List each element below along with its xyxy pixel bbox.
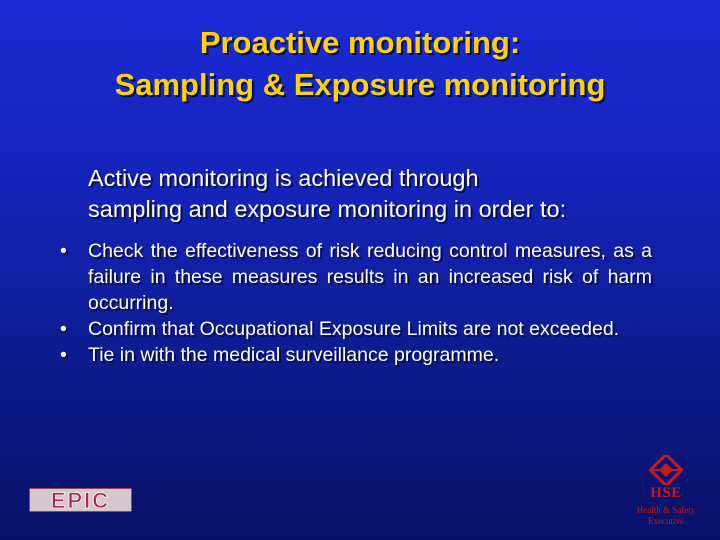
bullet-text: Confirm that Occupational Exposure Limits are not exceeded. <box>88 318 620 340</box>
bullet-dot-icon: • <box>60 344 67 366</box>
slide-title <box>0 22 720 106</box>
title-line-1: Proactive monitoring: <box>199 25 521 60</box>
epic-logo <box>29 488 132 512</box>
bullet-item <box>0 316 720 342</box>
hse-logo-subtitle-1: Health & Safety <box>636 505 696 515</box>
bullet-item <box>0 238 720 316</box>
bullet-dot-icon: • <box>60 318 67 340</box>
hse-logo <box>626 455 706 533</box>
hse-logo-text: HSE <box>650 485 682 501</box>
bullet-dot-icon: • <box>60 240 67 262</box>
bullet-text: Check the effectiveness of risk reducing control measures, as a failure in these measures results in an increased risk of harm occurring. <box>88 240 652 314</box>
epic-logo-text: EPIC <box>50 488 111 512</box>
bullet-list <box>0 238 720 368</box>
intro-paragraph <box>88 163 688 225</box>
bullet-text: Tie in with the medical surveillance programme. <box>88 344 500 366</box>
hse-logo-subtitle-2: Executive <box>648 516 684 526</box>
bullet-item <box>0 342 720 368</box>
intro-line-1: Active monitoring is achieved through <box>88 165 479 191</box>
intro-line-2: sampling and exposure monitoring in order to: <box>88 196 567 222</box>
title-line-2: Sampling & Exposure monitoring <box>114 67 606 102</box>
hse-emblem-icon <box>626 455 706 485</box>
